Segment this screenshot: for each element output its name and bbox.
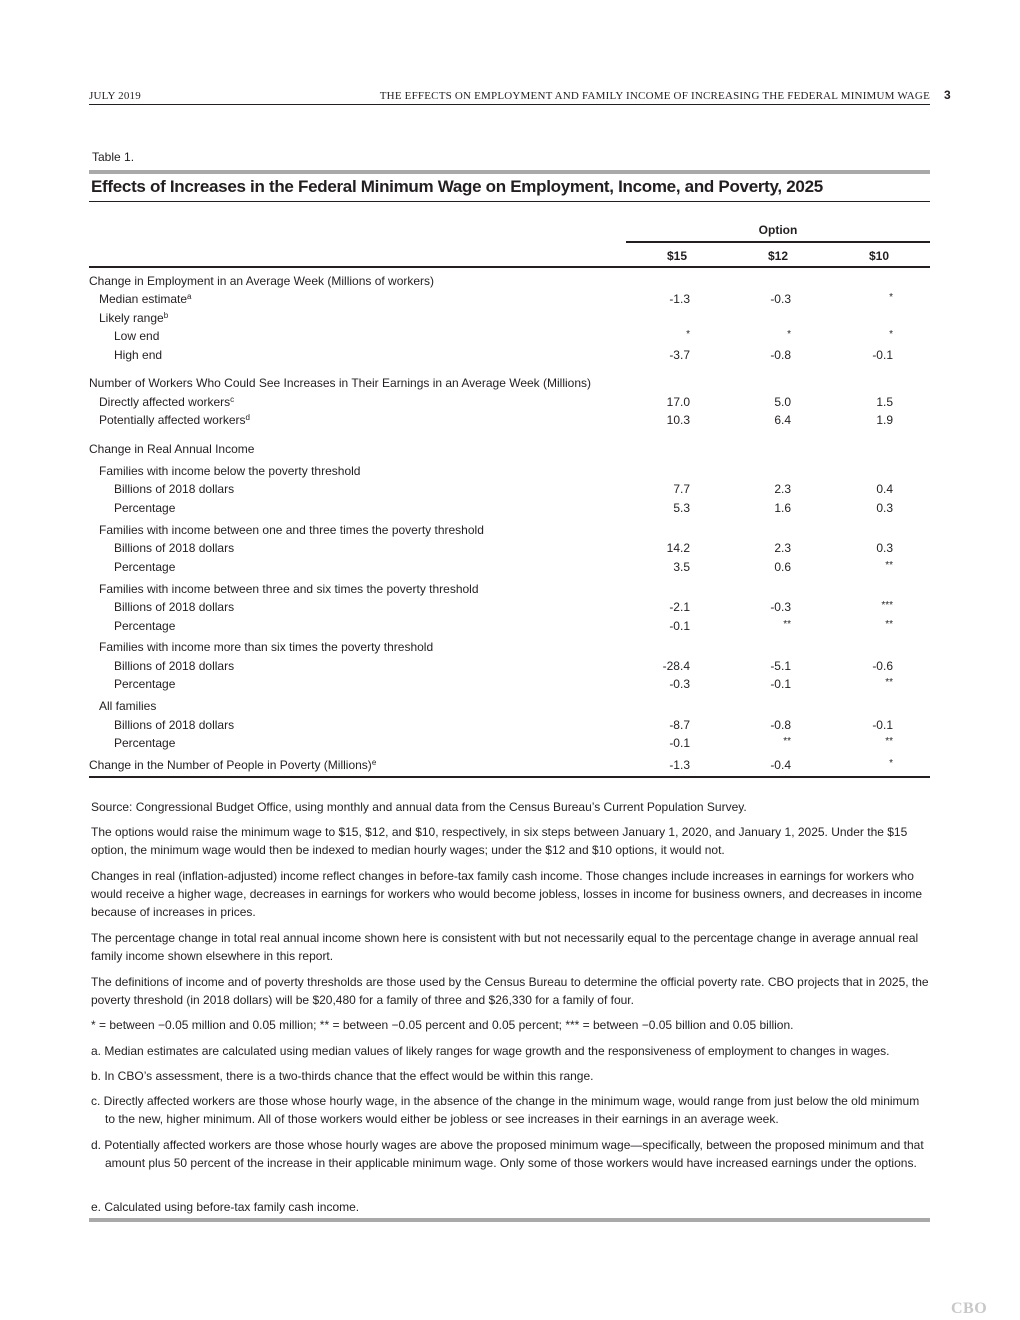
note-paragraph: Changes in real (inflation-adjusted) income reflect changes in before-tax family cash income. Those changes include increases in earnings for workers who would receive a higher wage, decreases in earnings for workers who would become jobless, losses in income for business owners, and decreases in income because of increases in prices. [91, 869, 923, 919]
row-label-text: Likely range [99, 311, 164, 325]
table-row [89, 640, 930, 658]
table-row [89, 376, 930, 394]
row-label-text: Low end [114, 329, 160, 343]
cell-10: 1.5 [876, 395, 893, 409]
running-header [89, 88, 930, 105]
row-label-text: Billions of 2018 dollars [114, 600, 235, 614]
row-label [114, 329, 159, 343]
note-paragraph: The percentage change in total real annual income shown here is consistent with but not necessarily equal to the percentage change in average annual real family income shown elsewhere in this report. [91, 931, 919, 963]
table-row [89, 582, 930, 600]
table-row [89, 329, 930, 347]
table-row [89, 442, 930, 460]
table-row [89, 311, 930, 329]
table-row [89, 348, 930, 366]
cell-15: 14.2 [666, 541, 690, 555]
row-label-text: All families [99, 699, 157, 713]
column-header-12: $12 [767, 249, 789, 263]
row-label [114, 541, 234, 555]
cell-12: 0.6 [774, 560, 791, 574]
cell-10: ** [885, 736, 893, 747]
table-row [89, 292, 930, 310]
row-label-text: Billions of 2018 dollars [114, 718, 235, 732]
row-label [99, 464, 360, 478]
row-label-text: High end [114, 348, 163, 362]
row-label-text: Families with income below the poverty threshold [99, 464, 361, 478]
footnote-marker: a [187, 292, 192, 301]
footnote-a: a. Median estimates are calculated using median values of likely ranges for wage growth and the responsiveness of employment to changes in wages. [91, 1044, 890, 1058]
row-label-text: Billions of 2018 dollars [114, 541, 235, 555]
header-date: JULY 2019 [89, 90, 141, 102]
cell-15: -3.7 [669, 348, 690, 362]
cell-12: ** [783, 736, 791, 747]
row-label-text: Percentage [114, 677, 176, 691]
table-row [89, 736, 930, 754]
header-running-title: THE EFFECTS ON EMPLOYMENT AND FAMILY INCOME OF INCREASING THE FEDERAL MINIMUM WAGE [379, 90, 930, 102]
table-row [89, 464, 930, 482]
cell-15: -1.3 [669, 292, 690, 306]
cell-12: -0.3 [770, 600, 791, 614]
cell-10: * [889, 329, 893, 340]
option-header: Option [758, 223, 798, 237]
title-rule [89, 201, 930, 202]
cell-15: -8.7 [669, 718, 690, 732]
row-label [89, 274, 434, 288]
row-label-text: Number of Workers Who Could See Increases in Their Earnings in an Average Week (Millions) [89, 376, 592, 390]
row-label [99, 640, 433, 654]
cell-15: -0.1 [669, 619, 690, 633]
cell-10: ** [885, 619, 893, 630]
cell-10: ** [885, 560, 893, 571]
cell-15: 5.3 [673, 501, 690, 515]
table-bottom-rule [89, 776, 930, 778]
row-label [99, 582, 479, 596]
header-rule [89, 266, 930, 268]
row-label-text: Potentially affected workers [99, 413, 246, 427]
table-row [89, 541, 930, 559]
page-number: 3 [944, 88, 951, 102]
cell-10: 0.3 [876, 501, 893, 515]
bottom-gray-rule [89, 1218, 930, 1222]
cell-12: 1.6 [774, 501, 791, 515]
row-label-text: Billions of 2018 dollars [114, 482, 235, 496]
row-label [89, 376, 591, 390]
row-label [114, 560, 175, 574]
row-label [114, 659, 234, 673]
cell-10: -0.1 [872, 348, 893, 362]
row-label-text: Change in the Number of People in Poverty (Millions) [89, 758, 372, 772]
row-label-text: Percentage [114, 736, 176, 750]
top-gray-rule [89, 170, 930, 174]
footnote-marker: d [245, 413, 250, 422]
cell-10: -0.1 [872, 718, 893, 732]
cbo-logo: CBO [951, 1300, 988, 1317]
cell-15: 10.3 [666, 413, 690, 427]
row-label [89, 758, 376, 772]
cell-15: -0.1 [669, 736, 690, 750]
row-label-text: Billions of 2018 dollars [114, 659, 235, 673]
cell-15: -28.4 [662, 659, 690, 673]
footnote-marker: c [230, 395, 235, 404]
cell-12: 2.3 [774, 482, 791, 496]
cell-15: -2.1 [669, 600, 690, 614]
row-label [114, 677, 175, 691]
cell-12: -0.4 [770, 758, 791, 772]
cell-15: 7.7 [673, 482, 690, 496]
row-label-text: Change in Real Annual Income [89, 442, 255, 456]
table-row [89, 659, 930, 677]
table-title: Effects of Increases in the Federal Minimum Wage on Employment, Income, and Poverty, 2025 [91, 177, 823, 196]
cell-12: -0.3 [770, 292, 791, 306]
row-label-text: Percentage [114, 560, 176, 574]
cell-12: 2.3 [774, 541, 791, 555]
row-label [99, 523, 484, 537]
column-header-15: $15 [666, 249, 688, 263]
table-row [89, 619, 930, 637]
cell-10: 0.3 [876, 541, 893, 555]
cell-10: -0.6 [872, 659, 893, 673]
row-label [114, 482, 234, 496]
row-label-text: Families with income between three and six times the poverty threshold [99, 582, 479, 596]
table-row [89, 501, 930, 519]
note-paragraph: The definitions of income and of poverty thresholds are those used by the Census Bureau to determine the official poverty rate. CBO projects that in 2025, the poverty threshold (in 2018 dollars) will be $20,480 for a family of three and $26,330 for a family of four. [91, 975, 929, 1007]
row-label-text: Families with income more than six times the poverty threshold [99, 640, 434, 654]
cell-12: -0.8 [770, 718, 791, 732]
row-label [99, 311, 168, 325]
footnote-marker: e [371, 758, 377, 767]
table-row [89, 600, 930, 618]
table-row [89, 482, 930, 500]
footnote-e: e. Calculated using before-tax family cash income. [91, 1200, 360, 1214]
cell-15: 17.0 [666, 395, 690, 409]
row-label [99, 292, 192, 306]
cell-10: ** [885, 677, 893, 688]
table-row [89, 395, 930, 413]
cell-15: -0.3 [669, 677, 690, 691]
option-rule [626, 241, 930, 243]
cell-12: ** [783, 619, 791, 630]
footnote-c: c. Directly affected workers are those whose hourly wage, in the absence of the change in the minimum wage, would range from just below the old minimum to the new, higher minimum. All of those workers would either be jobless or see increases in their earnings in an average week. [91, 1094, 920, 1126]
row-label [99, 699, 156, 713]
footnote-marker: b [163, 311, 169, 320]
row-label [114, 736, 175, 750]
row-label [114, 348, 162, 362]
cell-10: * [889, 292, 893, 303]
row-label [114, 718, 234, 732]
table-row [89, 560, 930, 578]
cell-10: * [889, 758, 893, 769]
note-paragraph: The options would raise the minimum wage to $15, $12, and $10, respectively, in six steps between January 1, 2020, and January 1, 2025. Under the $15 option, the minimum wage would then be indexed to median hourly wages; under the $12 and $10 options, it would not. [91, 825, 908, 857]
row-label-text: Directly affected workers [99, 395, 231, 409]
row-label [99, 413, 250, 427]
row-label-text: Percentage [114, 501, 176, 515]
row-label [89, 442, 254, 456]
cell-12: -5.1 [770, 659, 791, 673]
table-row [89, 718, 930, 736]
column-header-10: $10 [868, 249, 890, 263]
table-row [89, 758, 930, 776]
table-label: Table 1. [92, 150, 135, 164]
row-label-text: Change in Employment in an Average Week (Millions of workers) [89, 274, 435, 288]
footnote-b: b. In CBO’s assessment, there is a two-thirds chance that the effect would be within this range. [91, 1069, 594, 1083]
row-label [99, 395, 234, 409]
cell-10: 1.9 [876, 413, 893, 427]
cell-10: *** [881, 600, 893, 611]
table-row [89, 523, 930, 541]
footnote-d: d. Potentially affected workers are those whose hourly wages are above the proposed minimum wage—specifically, between the proposed minimum and that amount plus 50 percent of the increase in their applicable minimum wage. Only some of those workers would have increased earnings under the options. [91, 1138, 924, 1170]
cell-15: * [686, 329, 690, 340]
cell-12: 6.4 [774, 413, 791, 427]
table-row [89, 413, 930, 431]
table-row [89, 274, 930, 292]
cell-12: -0.1 [770, 677, 791, 691]
row-label [114, 619, 175, 633]
table-row [89, 677, 930, 695]
row-label-text: Percentage [114, 619, 176, 633]
row-label [114, 600, 234, 614]
table-row [89, 699, 930, 717]
row-label [114, 501, 175, 515]
cell-15: 3.5 [673, 560, 690, 574]
cell-12: * [787, 329, 791, 340]
row-label-text: Median estimate [99, 292, 188, 306]
source-note: Source: Congressional Budget Office, using monthly and annual data from the Census Bureau’s Current Population Survey. [91, 800, 747, 814]
cell-10: 0.4 [876, 482, 893, 496]
cell-12: 5.0 [774, 395, 791, 409]
cell-12: -0.8 [770, 348, 791, 362]
cell-15: -1.3 [669, 758, 690, 772]
asterisk-legend: * = between −0.05 million and 0.05 million; ** = between −0.05 percent and 0.05 percent; *** = between −0.05 billion and 0.05 billion. [91, 1018, 794, 1032]
row-label-text: Families with income between one and three times the poverty threshold [99, 523, 484, 537]
